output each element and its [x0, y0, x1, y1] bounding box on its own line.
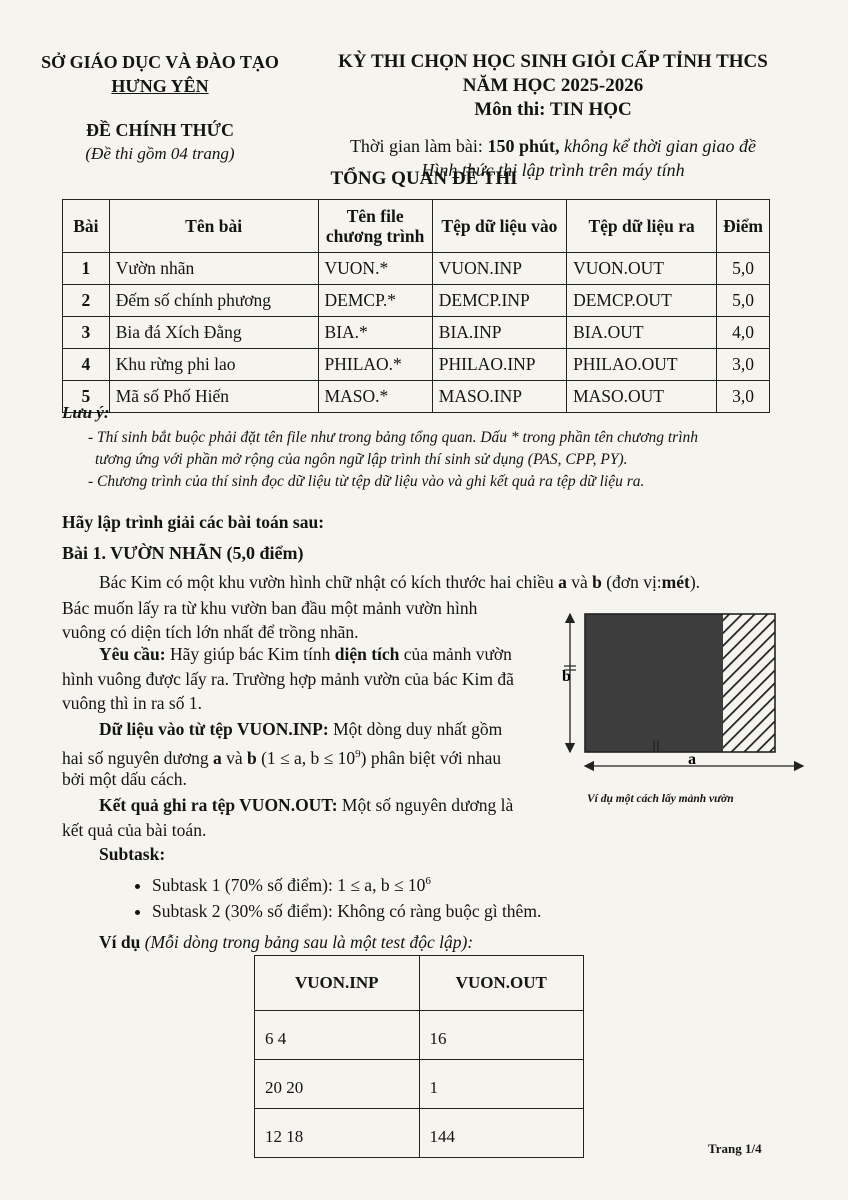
- col-header: Điểm: [717, 200, 770, 253]
- input-file: BIA.INP: [432, 317, 566, 349]
- school-year: NĂM HỌC 2025-2026: [462, 75, 644, 96]
- time-value: 150 phút,: [487, 136, 560, 156]
- problem-score: 3,0: [717, 381, 770, 413]
- page-number: Trang 1/4: [708, 1141, 762, 1156]
- problem-name: Vườn nhãn: [109, 253, 318, 285]
- subtask-exponent: 6: [425, 875, 431, 887]
- input-file: DEMCP.INP: [432, 285, 566, 317]
- remaining-strip: [723, 614, 775, 752]
- problem-number: 2: [63, 285, 110, 317]
- constraint-exponent: 9: [355, 748, 361, 760]
- list-item: [152, 868, 541, 898]
- official-label: ĐỀ CHÍNH THỨC: [85, 120, 235, 140]
- output-file: MASO.OUT: [567, 381, 717, 413]
- example-note: (Mỗi dòng trong bảng sau là một test độc lập):: [144, 932, 474, 952]
- statement-line: vuông có diện tích lớn nhất để trồng nhãn.: [62, 622, 359, 642]
- output-file: VUON.OUT: [567, 253, 717, 285]
- figure-caption: Ví dụ một cách lấy mảnh vườn: [587, 793, 734, 805]
- subtask-text: Subtask 2 (30% số điểm): Không có ràng buộc gì thêm.: [152, 900, 542, 921]
- requirement-label: Yêu cầu:: [99, 644, 166, 664]
- exam-title: KỲ THI CHỌN HỌC SINH GIỎI CẤP TỈNH THCS: [338, 51, 768, 72]
- input-line: [99, 717, 502, 742]
- program-file: DEMCP.*: [318, 285, 432, 317]
- example-header-row: [255, 956, 584, 1011]
- table-row: [63, 349, 770, 381]
- square-plot: [585, 614, 723, 752]
- subtask-label: Subtask:: [99, 844, 166, 864]
- requirement-line: hình vuông được lấy ra. Trường hợp mảnh vườn của bác Kim đã: [62, 669, 514, 689]
- requirement-line: vuông thì in ra số 1.: [62, 693, 202, 713]
- example-output: 144: [419, 1109, 584, 1158]
- problem-name: Mã số Phố Hiến: [109, 381, 318, 413]
- problem-number: 3: [63, 317, 110, 349]
- problem-score: 5,0: [717, 285, 770, 317]
- program-file: PHILAO.*: [318, 349, 432, 381]
- example-input: 20 20: [255, 1060, 420, 1109]
- unit: mét: [661, 572, 690, 592]
- list-item: [152, 898, 541, 924]
- output-file: PHILAO.OUT: [567, 349, 717, 381]
- word-and: và: [571, 572, 588, 592]
- time-label: Thời gian làm bài:: [349, 136, 483, 156]
- example-input: 12 18: [255, 1109, 420, 1158]
- label-a: a: [688, 751, 696, 768]
- problem-score: 3,0: [717, 349, 770, 381]
- table-row: [255, 1060, 584, 1109]
- statement-text: Bác Kim có một khu vườn hình chữ nhật có kích thước hai chiều: [99, 572, 554, 592]
- col-header: Tên file chương trình: [318, 200, 432, 253]
- overview-title: TỔNG QUAN ĐỀ THI: [330, 168, 518, 189]
- table-row: [255, 1109, 584, 1158]
- input-file: PHILAO.INP: [432, 349, 566, 381]
- problem-title: Bài 1. VƯỜN NHÃN (5,0 điểm): [62, 543, 304, 563]
- input-line: bởi một dấu cách.: [62, 769, 187, 789]
- subtask-text: Subtask 1 (70% số điểm): 1 ≤ a, b ≤ 10: [152, 874, 426, 895]
- table-row: [63, 317, 770, 349]
- unit-open: (đơn vị:: [606, 572, 662, 592]
- var-a: a: [212, 747, 222, 768]
- col-header: VUON.OUT: [419, 956, 584, 1011]
- unit-close: ).: [689, 572, 701, 592]
- statement-line: Bác muốn lấy ra từ khu vườn ban đầu một mảnh vườn hình: [62, 598, 478, 618]
- exam-format: Hình thức thi lập trình trên máy tính: [421, 160, 685, 180]
- requirement-line: [99, 642, 512, 667]
- example-input: 6 4: [255, 1011, 420, 1060]
- statement-line: [99, 570, 700, 595]
- note-line: - Thí sinh bắt buộc phải đặt tên file như trong bảng tổng quan. Dấu * trong phần tên chương trình: [88, 429, 699, 446]
- example-label: Ví dụ: [99, 932, 141, 952]
- problem-name: Đếm số chính phương: [109, 285, 318, 317]
- table-row: [63, 381, 770, 413]
- table-row: [255, 1011, 584, 1060]
- time-note: không kể thời gian giao đề: [563, 136, 757, 156]
- input-text: Một dòng duy nhất gồm: [333, 719, 503, 739]
- input-file: MASO.INP: [432, 381, 566, 413]
- problem-number: 5: [63, 381, 110, 413]
- note-line: - Chương trình của thí sinh đọc dữ liệu từ tệp dữ liệu vào và ghi kết quả ra tệp dữ liệu ra.: [88, 473, 645, 490]
- pages-note: (Đề thi gồm 04 trang): [85, 144, 235, 163]
- var-a: a: [558, 572, 567, 592]
- problem-name: Khu rừng phi lao: [109, 349, 318, 381]
- var-b: b: [592, 572, 602, 592]
- input-file: VUON.INP: [432, 253, 566, 285]
- output-text: Một số nguyên dương là: [341, 795, 514, 815]
- col-header: Tên bài: [109, 200, 318, 253]
- example-output: 1: [419, 1060, 584, 1109]
- input-text: ) phân biệt với nhau: [360, 747, 502, 768]
- requirement-text: Hãy giúp bác Kim tính: [169, 644, 331, 664]
- overview-header-row: [63, 200, 770, 253]
- time-line: [318, 134, 788, 158]
- problem-number: 1: [63, 253, 110, 285]
- table-row: [63, 253, 770, 285]
- word-and: và: [226, 747, 243, 768]
- output-line: kết quả của bài toán.: [62, 820, 207, 840]
- output-label: Kết quả ghi ra tệp VUON.OUT:: [99, 795, 338, 815]
- program-file: BIA.*: [318, 317, 432, 349]
- problem-name: Bia đá Xích Đằng: [109, 317, 318, 349]
- problem-number: 4: [63, 349, 110, 381]
- col-header: Tệp dữ liệu ra: [567, 200, 717, 253]
- problem-score: 4,0: [717, 317, 770, 349]
- subtask-list: [128, 868, 541, 924]
- example-table: [254, 955, 584, 1158]
- label-b: b: [562, 668, 571, 685]
- output-file: DEMCP.OUT: [567, 285, 717, 317]
- var-b: b: [246, 747, 257, 768]
- header-left: [40, 50, 280, 166]
- col-header: VUON.INP: [255, 956, 420, 1011]
- garden-figure: [558, 606, 808, 781]
- table-row: [63, 285, 770, 317]
- subject-line: [318, 98, 788, 122]
- example-output: 16: [419, 1011, 584, 1060]
- note-line: tương ứng với phần mở rộng của ngôn ngữ lập trình thí sinh sử dụng (PAS, CPP, PY).: [95, 451, 628, 468]
- output-line: [99, 793, 513, 818]
- output-file: BIA.OUT: [567, 317, 717, 349]
- requirement-emphasis: diện tích: [334, 644, 400, 664]
- program-file: VUON.*: [318, 253, 432, 285]
- col-header: Tệp dữ liệu vào: [432, 200, 566, 253]
- subject-label: Môn thi:: [474, 99, 546, 120]
- requirement-text: của mảnh vườn: [403, 644, 512, 664]
- province-name: HƯNG YÊN: [111, 76, 209, 96]
- col-header: Bài: [63, 200, 110, 253]
- input-label: Dữ liệu vào từ tệp VUON.INP:: [99, 719, 329, 739]
- program-file: MASO.*: [318, 381, 432, 413]
- overview-table: [62, 199, 770, 413]
- notes-title: Lưu ý:: [62, 403, 110, 422]
- example-heading: [99, 930, 473, 955]
- problem-score: 5,0: [717, 253, 770, 285]
- header-right: [318, 50, 788, 182]
- department-name: SỞ GIÁO DỤC VÀ ĐÀO TẠO: [41, 52, 279, 72]
- instruction: Hãy lập trình giải các bài toán sau:: [62, 512, 325, 532]
- subject-name: TIN HỌC: [549, 99, 632, 120]
- input-text: hai số nguyên dương: [62, 747, 209, 768]
- input-constraint: (1 ≤ a, b ≤ 10: [261, 747, 356, 768]
